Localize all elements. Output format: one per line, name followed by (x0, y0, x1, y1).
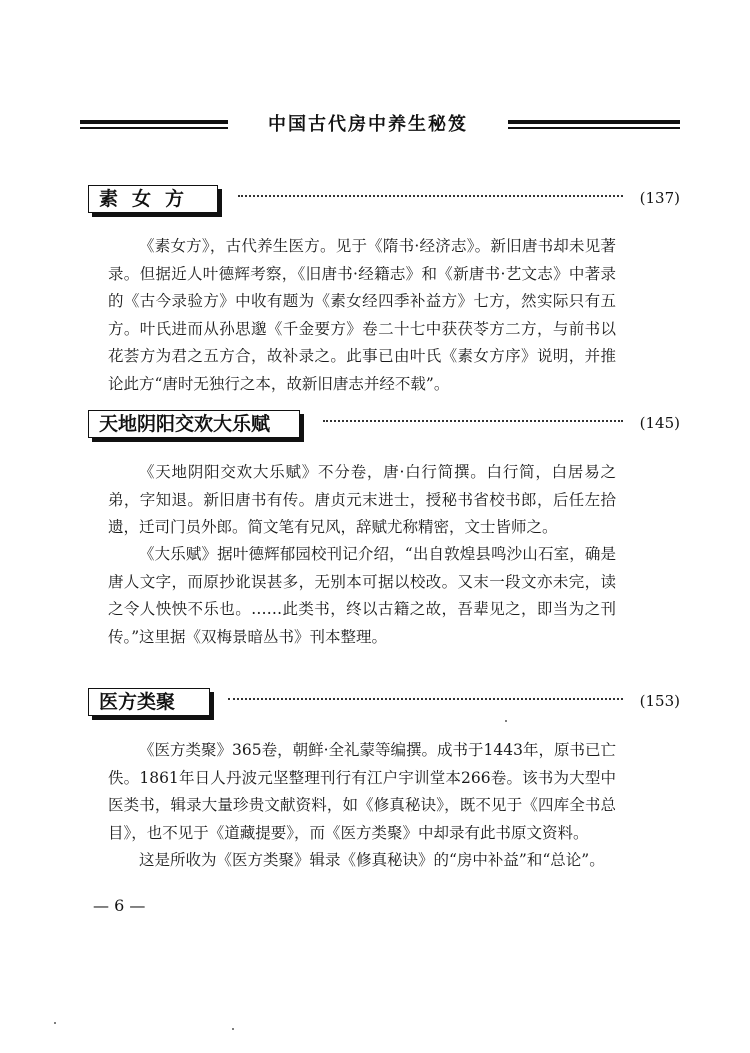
dot-leader (323, 420, 623, 422)
scan-speck (505, 720, 507, 722)
scan-speck (54, 1022, 56, 1024)
section-title: 天地阴阳交欢大乐赋 (88, 410, 300, 438)
section-title: 医方类聚 (88, 688, 210, 716)
section-heading-row (88, 688, 680, 722)
section-heading-row (88, 410, 680, 444)
paragraph: 《天地阴阳交欢大乐赋》不分卷，唐·白行简撰。白行简，白居易之弟，字知退。新旧唐书有传。唐贞元末进士，授秘书省校书郎，后任左拾遗，迁司门员外郎。简文笔有兄风，辞赋尤称精密，文士皆师之。 (108, 463, 616, 536)
paragraph: 这里据《双梅景暗丛书》刊本整理。 (139, 628, 388, 646)
paragraph: 《医方类聚》365卷，朝鲜·全礼蒙等编撰。成书于1443年，原书已亡佚。1861年日人丹波元坚整理刊行有江户宇训堂本266卷。该书为大型中医类书，辑录大量珍贵文献资料，如《修真秘诀》，既不见于《四库全书总目》，也不见于《道藏提要》，而《医方类聚》中却录有此书原文资料。 (108, 741, 616, 842)
dot-leader (228, 698, 623, 700)
paragraph: 《素女方》，古代养生医方。见于《隋书·经济志》。新旧唐书却未见著录。但据近人叶德辉考察，《旧唐书·经籍志》和《新唐书·艺文志》中著录的《古今录验方》中收有题为《素女经四季补益方》七方，然实际只有五方。叶氏进而从孙思邈《千金要方》卷二十七中获茯苓方二方，与前书以花荟方为君之五方合，故补录之。此事已由叶氏《素女方序》说明，并推论此方“唐时无独行之本，故新旧唐志并经不载”。 (108, 237, 616, 393)
page-reference: (145) (639, 414, 680, 432)
section-heading-row (88, 185, 680, 219)
paragraph: 《大乐赋》据叶德辉郁园校刊记介绍，“出自敦煌县鸣沙山石室，确是唐人文字，而原抄讹误甚多，无别本可据以校改。又末一段文亦未完，读之令人怏怏不乐也。……此类书，终以古籍之故，吾辈见之，即当为之刊传。” (108, 545, 616, 646)
running-header (80, 112, 680, 138)
section-title: 素女方 (88, 185, 218, 213)
running-header-title: 中国古代房中养生秘笈 (268, 114, 468, 135)
page-reference: (137) (639, 189, 680, 207)
scan-speck (232, 1028, 234, 1030)
paragraph: 这是所收为《医方类聚》辑录《修真秘诀》的“房中补益”和“总论”。 (139, 851, 605, 869)
dot-leader (238, 195, 623, 197)
header-rule-left (80, 120, 228, 132)
header-rule-right (508, 120, 680, 132)
page-reference: (153) (639, 692, 680, 710)
page-number: — 6 — (93, 896, 146, 915)
